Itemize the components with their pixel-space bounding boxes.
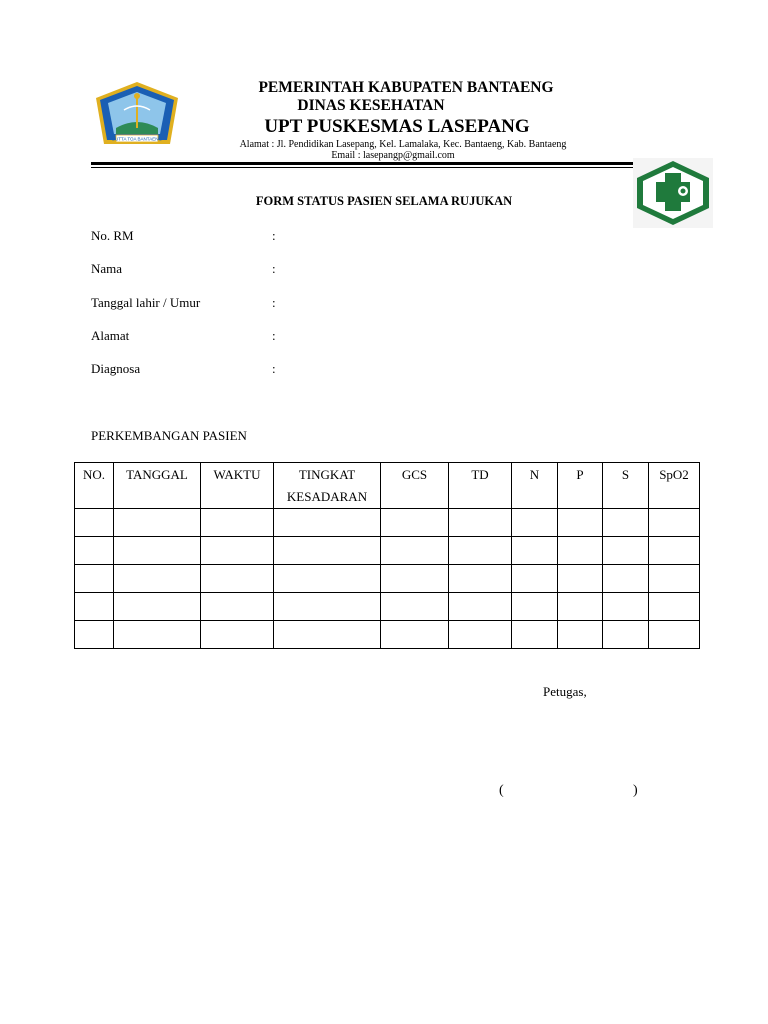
table-cell[interactable] xyxy=(603,537,649,565)
table-cell[interactable] xyxy=(75,537,114,565)
table-cell[interactable] xyxy=(649,593,700,621)
table-cell[interactable] xyxy=(201,593,274,621)
field-colon-tanggal-lahir: : xyxy=(272,295,276,310)
table-cell[interactable] xyxy=(75,593,114,621)
table-cell[interactable] xyxy=(114,565,201,593)
table-row xyxy=(75,565,700,593)
header-address: Alamat : Jl. Pendidikan Lasepang, Kel. Lamalaka, Kec. Bantaeng, Kab. Bantaeng xyxy=(239,139,567,150)
field-colon-no-rm: : xyxy=(272,228,276,243)
col-header-no: NO. xyxy=(75,463,114,509)
table-row xyxy=(75,621,700,649)
table-cell[interactable] xyxy=(449,621,512,649)
table-cell[interactable] xyxy=(75,509,114,537)
puskesmas-logo xyxy=(633,158,713,228)
table-cell[interactable] xyxy=(512,565,558,593)
table-cell[interactable] xyxy=(201,509,274,537)
header-rule-thick xyxy=(91,162,705,165)
col-header-n: N xyxy=(512,463,558,509)
signature-open-paren: ( xyxy=(499,783,504,798)
table-cell[interactable] xyxy=(381,565,449,593)
table-cell[interactable] xyxy=(274,509,381,537)
table-cell[interactable] xyxy=(201,537,274,565)
table-cell[interactable] xyxy=(201,565,274,593)
col-header-td: TD xyxy=(449,463,512,509)
table-cell[interactable] xyxy=(512,537,558,565)
table-cell[interactable] xyxy=(603,593,649,621)
col-header-tanggal: TANGGAL xyxy=(114,463,201,509)
table-row xyxy=(75,509,700,537)
field-label-tanggal-lahir: Tanggal lahir / Umur xyxy=(91,295,201,310)
table-cell[interactable] xyxy=(381,537,449,565)
table-cell[interactable] xyxy=(114,509,201,537)
table-cell[interactable] xyxy=(649,509,700,537)
form-title: FORM STATUS PASIEN SELAMA RUJUKAN xyxy=(255,194,513,208)
table-cell[interactable] xyxy=(449,593,512,621)
table-cell[interactable] xyxy=(512,593,558,621)
field-label-no-rm: No. RM xyxy=(91,228,134,243)
col-header-s: S xyxy=(603,463,649,509)
section-title: PERKEMBANGAN PASIEN xyxy=(91,428,247,443)
field-colon-alamat: : xyxy=(272,328,276,343)
header-department: DINAS KESEHATAN xyxy=(297,97,445,114)
field-colon-nama: : xyxy=(272,261,276,276)
field-label-nama: Nama xyxy=(91,261,123,276)
table-cell[interactable] xyxy=(558,509,603,537)
col-header-waktu: WAKTU xyxy=(201,463,274,509)
table-cell[interactable] xyxy=(449,537,512,565)
table-cell[interactable] xyxy=(512,509,558,537)
table-cell[interactable] xyxy=(449,565,512,593)
table-header-row xyxy=(75,463,700,509)
table-cell[interactable] xyxy=(512,621,558,649)
col-header-p: P xyxy=(558,463,603,509)
table-cell[interactable] xyxy=(558,621,603,649)
table-cell[interactable] xyxy=(558,593,603,621)
field-label-diagnosa: Diagnosa xyxy=(91,361,141,376)
table-cell[interactable] xyxy=(649,565,700,593)
table-cell[interactable] xyxy=(274,565,381,593)
patient-progress-table xyxy=(74,462,700,649)
table-row xyxy=(75,593,700,621)
col-header-tingkat-kesadaran: TINGKAT KESADARAN xyxy=(274,463,381,509)
table-cell[interactable] xyxy=(114,593,201,621)
table-cell[interactable] xyxy=(274,621,381,649)
table-cell[interactable] xyxy=(381,509,449,537)
table-cell[interactable] xyxy=(114,537,201,565)
header-email: Email : lasepangp@gmail.com xyxy=(331,150,455,161)
table-cell[interactable] xyxy=(649,537,700,565)
field-label-alamat: Alamat xyxy=(91,328,130,343)
table-cell[interactable] xyxy=(381,593,449,621)
header-rule-thin xyxy=(91,167,705,168)
table-cell[interactable] xyxy=(603,565,649,593)
table-cell[interactable] xyxy=(558,565,603,593)
table-cell[interactable] xyxy=(649,621,700,649)
table-body xyxy=(75,509,700,649)
header-puskesmas-name: UPT PUSKESMAS LASEPANG xyxy=(264,116,530,137)
table-cell[interactable] xyxy=(603,509,649,537)
table-cell[interactable] xyxy=(274,537,381,565)
field-colon-diagnosa: : xyxy=(272,361,276,376)
signature-close-paren: ) xyxy=(633,783,638,798)
signature-label: Petugas, xyxy=(543,684,587,699)
table-cell[interactable] xyxy=(75,565,114,593)
table-cell[interactable] xyxy=(449,509,512,537)
emblem-ribbon-text: BUTTA TOA BANTAENG xyxy=(112,136,162,142)
header-government: PEMERINTAH KABUPATEN BANTAENG xyxy=(258,79,554,96)
col-header-gcs: GCS xyxy=(381,463,449,509)
table-cell[interactable] xyxy=(114,621,201,649)
col-header-spo2: SpO2 xyxy=(649,463,700,509)
table-cell[interactable] xyxy=(558,537,603,565)
table-cell[interactable] xyxy=(274,593,381,621)
table-cell[interactable] xyxy=(603,621,649,649)
table-cell[interactable] xyxy=(75,621,114,649)
table-cell[interactable] xyxy=(201,621,274,649)
table-row xyxy=(75,537,700,565)
table-cell[interactable] xyxy=(381,621,449,649)
